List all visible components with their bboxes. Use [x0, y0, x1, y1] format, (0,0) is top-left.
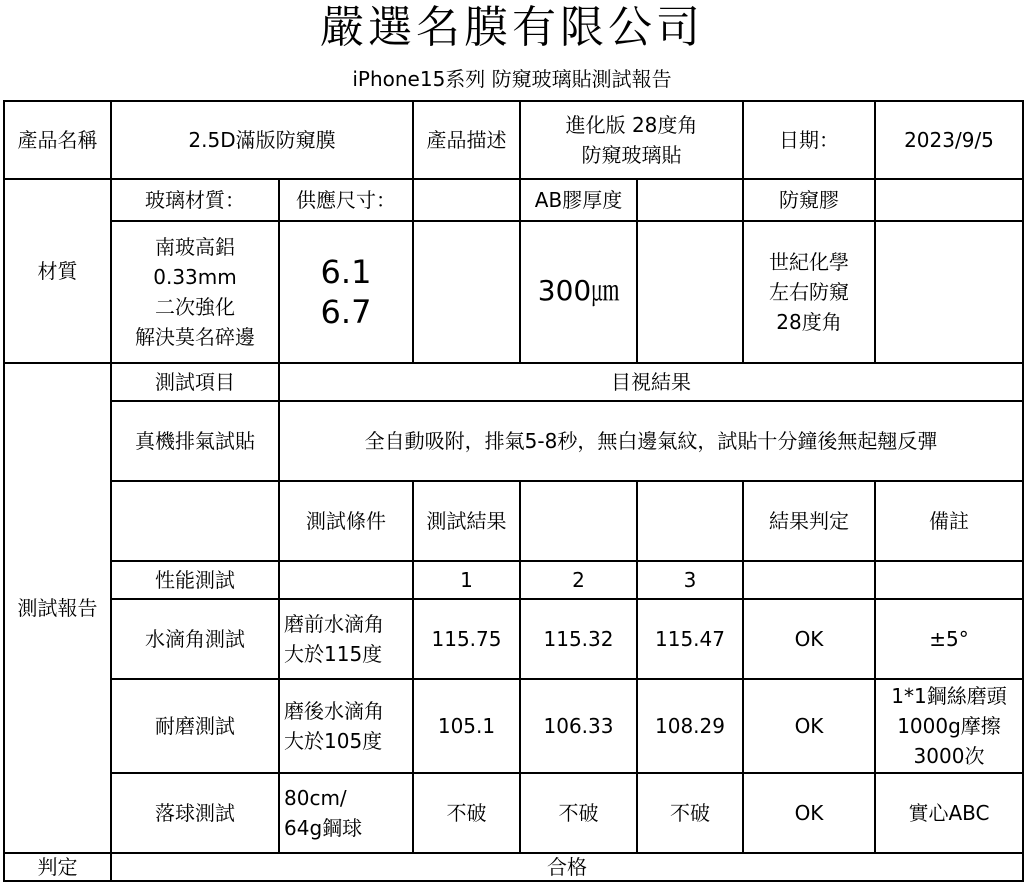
result-2: 106.33 — [520, 679, 637, 773]
note: 實心ABC — [875, 773, 1023, 853]
test-item: 落球測試 — [111, 773, 279, 853]
exhaust-test-label: 真機排氣試貼 — [111, 401, 279, 481]
trial-3-header: 3 — [637, 561, 743, 599]
ab-glue-label: AB膠厚度 — [520, 179, 637, 221]
privacy-glue-label: 防窺膠 — [743, 179, 875, 221]
result-1: 115.75 — [413, 599, 520, 679]
product-desc-value: 進化版 28度角 防窺玻璃貼 — [520, 101, 743, 179]
supply-size-cell — [279, 221, 413, 363]
empty-cell — [875, 179, 1023, 221]
privacy-glue-value: 世紀化學 左右防窺 28度角 — [743, 221, 875, 363]
trial-1-header: 1 — [413, 561, 520, 599]
product-row — [4, 101, 1023, 179]
test-condition-header: 測試條件 — [279, 481, 413, 561]
test-section-label: 測試報告 — [4, 363, 111, 853]
note-header: 備註 — [875, 481, 1023, 561]
ab-glue-cell — [520, 221, 637, 363]
result-2: 不破 — [520, 773, 637, 853]
empty-cell — [413, 221, 520, 363]
report-subtitle: iPhone15系列 防窺玻璃貼測試報告 — [352, 67, 672, 91]
test-item-header: 測試項目 — [111, 363, 279, 401]
result-2: 115.32 — [520, 599, 637, 679]
table-row — [4, 679, 1023, 773]
result-judge-header: 結果判定 — [743, 481, 875, 561]
empty-cell — [111, 481, 279, 561]
result-judge: OK — [743, 679, 875, 773]
glass-material-value: 南玻高鋁 0.33mm 二次強化 解決莫名碎邊 — [111, 221, 279, 363]
result-3: 不破 — [637, 773, 743, 853]
result-3: 108.29 — [637, 679, 743, 773]
exhaust-test-result: 全自動吸附，排氣5-8秒，無白邊氣紋，試貼十分鐘後無起翹反彈 — [279, 401, 1023, 481]
test-condition: 80cm/ 64g鋼球 — [279, 773, 413, 853]
empty-cell — [279, 561, 413, 599]
product-desc-label: 產品描述 — [413, 101, 520, 179]
empty-cell — [637, 481, 743, 561]
visual-result-header: 目視結果 — [279, 363, 1023, 401]
test-condition: 磨前水滴角 大於115度 — [279, 599, 413, 679]
exhaust-test-row — [4, 401, 1023, 481]
empty-cell — [875, 221, 1023, 363]
result-1: 105.1 — [413, 679, 520, 773]
empty-cell — [637, 179, 743, 221]
empty-cell — [520, 481, 637, 561]
company-title: 嚴選名膜有限公司 — [320, 2, 704, 53]
date-value: 2023/9/5 — [875, 101, 1023, 179]
material-section-label: 材質 — [4, 179, 111, 363]
result-3: 115.47 — [637, 599, 743, 679]
test-condition: 磨後水滴角 大於105度 — [279, 679, 413, 773]
perf-header-row — [4, 481, 1023, 561]
verdict-value: 合格 — [111, 853, 1023, 881]
table-row — [4, 599, 1023, 679]
supply-size-label: 供應尺寸： — [279, 179, 413, 221]
ab-glue-value: 300㎛ — [537, 274, 620, 307]
result-judge: OK — [743, 773, 875, 853]
test-item: 水滴角測試 — [111, 599, 279, 679]
glass-material-label: 玻璃材質： — [111, 179, 279, 221]
empty-cell — [637, 221, 743, 363]
test-item: 耐磨測試 — [111, 679, 279, 773]
empty-cell — [743, 561, 875, 599]
result-judge: OK — [743, 599, 875, 679]
note: ±5° — [875, 599, 1023, 679]
trial-2-header: 2 — [520, 561, 637, 599]
supply-size-value: 6.1 6.7 — [320, 253, 372, 331]
material-header-row — [4, 179, 1023, 221]
product-name-value: 2.5D滿版防窺膜 — [111, 101, 413, 179]
verdict-label: 判定 — [4, 853, 111, 881]
table-row — [4, 773, 1023, 853]
perf-trial-row — [4, 561, 1023, 599]
note: 1*1鋼絲磨頭 1000g摩擦 3000次 — [875, 679, 1023, 773]
test-result-header: 測試結果 — [413, 481, 520, 561]
material-value-row — [4, 221, 1023, 363]
empty-cell — [413, 179, 520, 221]
test-header-row — [4, 363, 1023, 401]
verdict-row — [4, 853, 1023, 881]
product-name-label: 產品名稱 — [4, 101, 111, 179]
empty-cell — [875, 561, 1023, 599]
test-report-table — [3, 100, 1024, 882]
result-1: 不破 — [413, 773, 520, 853]
perf-test-label: 性能測試 — [111, 561, 279, 599]
date-label: 日期： — [743, 101, 875, 179]
